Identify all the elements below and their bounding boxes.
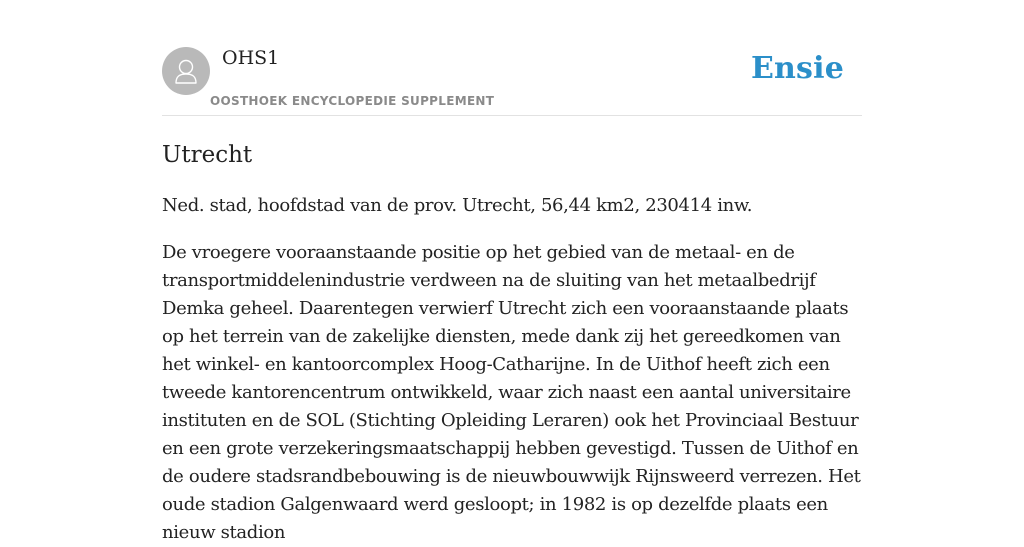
article-paragraph: Ned. stad, hoofdstad van de prov. Utrecht, 56,44 km2, 230414 inw. <box>162 195 753 216</box>
source-label[interactable]: OOSTHOEK ENCYCLOPEDIE SUPPLEMENT <box>210 94 495 108</box>
author-link[interactable]: OHS1 <box>222 47 280 69</box>
article-title: Utrecht <box>162 142 253 168</box>
article-header <box>162 0 862 116</box>
article-container <box>162 0 862 547</box>
ensie-logo[interactable]: Ensie <box>750 51 844 86</box>
article-paragraph: De vroegere vooraanstaande positie op het gebied van de metaal- en de transportmiddelenindustrie verdween na de sluiting van het metaalbedrijf Demka geheel. Daarentegen verwierf Utrecht zich een vooraanstaande plaats op het terrein van de zakelijke diensten, mede dank zij het gereedkomen van het winkel- en kantoorcomplex Hoog-Catharijne. In de Uithof heeft zich een tweede kantorencentrum ontwikkeld, waar zich naast een aantal universitaire instituten en de SOL (Stichting Opleiding Leraren) ook het Provinciaal Bestuur en een grote verzekeringsmaatschappij hebben gevestigd. Tussen de Uithof en de oudere stadsrandbebouwing is de nieuwbouwwijk Rijnsweerd verrezen. Het oude stadion Galgenwaard werd gesloopt; in 1982 is op dezelfde plaats een nieuw stadion <box>162 242 861 543</box>
user-icon <box>162 47 210 95</box>
author-avatar[interactable] <box>162 47 210 95</box>
